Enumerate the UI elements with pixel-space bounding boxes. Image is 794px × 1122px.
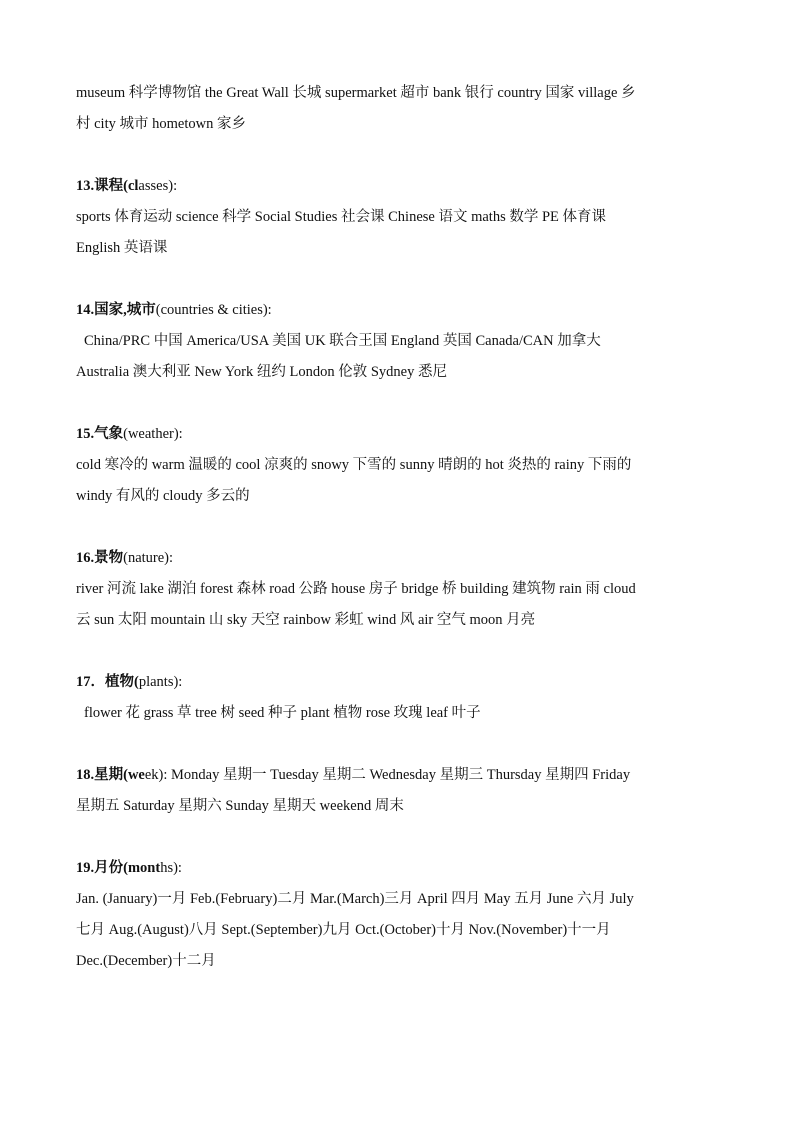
section-heading-countries	[76, 295, 721, 326]
section-heading-weather	[76, 419, 721, 450]
heading-bold: 14.国家,城市	[76, 302, 156, 318]
nature-line-1: river 河流 lake 湖泊 forest 森林 road 公路 house 房子 bridge 桥 building 建筑物 rain 雨 cloud	[76, 581, 636, 597]
heading-rest: hs):	[160, 860, 182, 876]
heading-rest: (weather):	[123, 426, 183, 442]
section-heading-nature	[76, 543, 721, 574]
classes-line-1: sports 体育运动 science 科学 Social Studies 社会课 Chinese 语文 maths 数学 PE 体育课	[76, 209, 607, 225]
weather-line-2: windy 有风的 cloudy 多云的	[76, 488, 250, 504]
document-page	[76, 78, 721, 977]
months-line-3: Dec.(December)十二月	[76, 953, 216, 969]
heading-bold: 16.景物	[76, 550, 124, 566]
heading-rest: (countries & cities):	[155, 302, 272, 318]
heading-bold: 18.星期(we	[76, 767, 145, 783]
places-line-2: 村 city 城市 hometown 家乡	[76, 116, 246, 132]
weather-line-1: cold 寒冷的 warm 温暖的 cool 凉爽的 snowy 下雪的 sunny 晴朗的 hot 炎热的 rainy 下雨的	[76, 457, 632, 473]
months-line-1: Jan. (January)一月 Feb.(February)二月 Mar.(March)三月 April 四月 May 五月 June 六月 July	[76, 891, 634, 907]
countries-line-2: Australia 澳大利亚 New York 纽约 London 伦敦 Sydney 悉尼	[76, 364, 447, 380]
plants-line-1: flower 花 grass 草 tree 树 seed 种子 plant 植物 rose 玫瑰 leaf 叶子	[84, 705, 481, 721]
classes-line-2: English 英语课	[76, 240, 168, 256]
heading-rest: ek): Monday 星期一 Tuesday 星期二 Wednesday 星期三 Thursday 星期四 Friday	[144, 767, 631, 783]
section-heading-classes	[76, 171, 721, 202]
months-line-2: 七月 Aug.(August)八月 Sept.(September)九月 Oct.(October)十月 Nov.(November)十一月	[76, 922, 611, 938]
section-heading-plants	[76, 667, 721, 698]
heading-bold-2: asses	[138, 178, 169, 194]
week-line-2: 星期五 Saturday 星期六 Sunday 星期天 weekend 周末	[76, 798, 404, 814]
heading-bold: 19.月份(mont	[76, 860, 161, 876]
heading-bold: 15.气象	[76, 426, 124, 442]
heading-bold: 17．植物(	[76, 674, 139, 690]
nature-line-2: 云 sun 太阳 mountain 山 sky 天空 rainbow 彩虹 wind 风 air 空气 moon 月亮	[76, 612, 536, 628]
places-line-1: museum 科学博物馆 the Great Wall 长城 supermarket 超市 bank 银行 country 国家 village 乡	[76, 85, 636, 101]
heading-rest: ):	[168, 178, 178, 194]
heading-rest: plants):	[138, 674, 183, 690]
countries-line-1: China/PRC 中国 America/USA 美国 UK 联合王国 England 英国 Canada/CAN 加拿大	[84, 333, 601, 349]
heading-rest: (nature):	[123, 550, 174, 566]
section-heading-months	[76, 853, 721, 884]
heading-bold: 13.课程(cl	[76, 178, 139, 194]
section-heading-week	[76, 760, 721, 791]
